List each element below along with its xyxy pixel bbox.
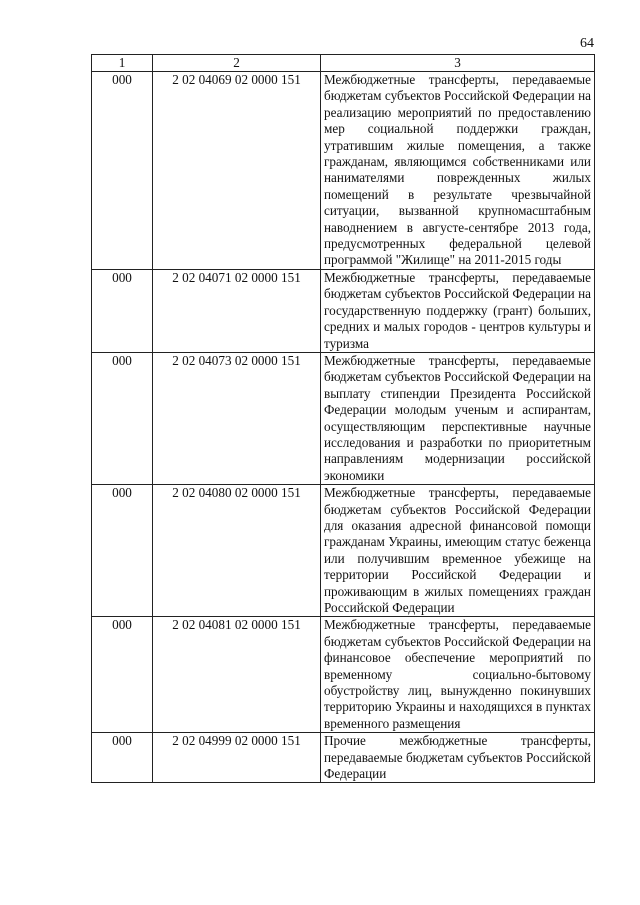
budget-code-cell: 2 02 04081 02 0000 151 [153,617,321,733]
budget-code-cell: 2 02 04071 02 0000 151 [153,269,321,352]
table-row [92,72,595,270]
column-header-1: 1 [92,55,153,72]
table-row [92,352,595,484]
table-row [92,617,595,733]
budget-code-cell: 2 02 04073 02 0000 151 [153,352,321,484]
admin-code-cell: 000 [92,733,153,783]
table-row [92,269,595,352]
budget-code-cell: 2 02 04999 02 0000 151 [153,733,321,783]
budget-code-cell: 2 02 04080 02 0000 151 [153,485,321,617]
table-row [92,485,595,617]
description-cell: Прочие межбюджетные трансферты, передаваемые бюджетам субъектов Российской Федерации [321,733,595,783]
table-row [92,733,595,783]
table-header-row [92,55,595,72]
column-header-3: 3 [321,55,595,72]
description-cell: Межбюджетные трансферты, передаваемые бюджетам субъектов Российской Федерации на реализацию мероприятий по предоставлению мер социальной поддержки граждан, утратившим жилые помещения, а также гражданам, являющимся собственниками или нанимателями поврежденных жилых помещений в результате чрезвычайной ситуации, вызванной крупномасштабным наводнением в августе-сентябре 2013 года, предусмотренных федеральной целевой программой "Жилище" на 2011-2015 годы [321,72,595,270]
admin-code-cell: 000 [92,352,153,484]
admin-code-cell: 000 [92,269,153,352]
description-cell: Межбюджетные трансферты, передаваемые бюджетам субъектов Российской Федерации на выплату стипендии Президента Российской Федерации молодым ученым и аспирантам, осуществляющим перспективные научные исследования и разработки по приоритетным направлениям модернизации российской экономики [321,352,595,484]
budget-classification-table [91,54,595,783]
column-header-2: 2 [153,55,321,72]
description-cell: Межбюджетные трансферты, передаваемые бюджетам субъектов Российской Федерации для оказания адресной финансовой помощи гражданам Украины, имеющим статус беженца или получившим временное убежище на территории Российской Федерации и проживающим в жилых помещениях граждан Российской Федерации [321,485,595,617]
description-cell: Межбюджетные трансферты, передаваемые бюджетам субъектов Российской Федерации на финансовое обеспечение мероприятий по временному социально-бытовому обустройству лиц, вынужденно покинувших территорию Украины и находящихся в пунктах временного размещения [321,617,595,733]
budget-code-cell: 2 02 04069 02 0000 151 [153,72,321,270]
page-number: 64 [580,36,594,51]
admin-code-cell: 000 [92,72,153,270]
admin-code-cell: 000 [92,485,153,617]
admin-code-cell: 000 [92,617,153,733]
description-cell: Межбюджетные трансферты, передаваемые бюджетам субъектов Российской Федерации на государственную поддержку (грант) больших, средних и малых городов - центров культуры и туризма [321,269,595,352]
